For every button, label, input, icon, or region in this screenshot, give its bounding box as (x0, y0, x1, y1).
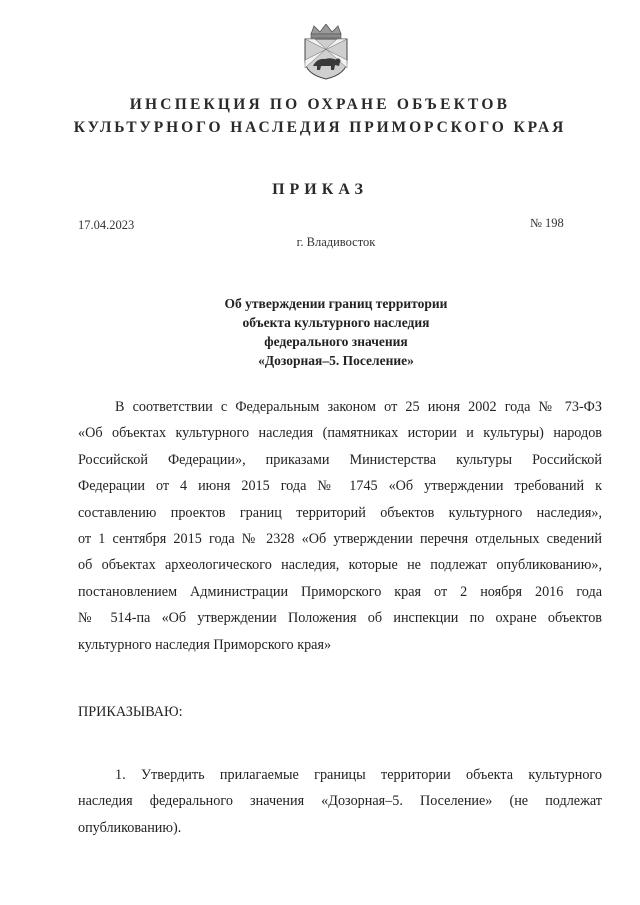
paragraph-line: Российской Федерации», приказами Министерства культуры Российской (78, 451, 602, 468)
header-line-2: КУЛЬТУРНОГО НАСЛЕДИЯ ПРИМОРСКОГО КРАЯ (73, 119, 567, 136)
order-word: ПРИКАЗЫВАЮ: (78, 704, 183, 720)
primorsky-krai-coat-of-arms-icon (301, 24, 351, 80)
document-city: г. Владивосток (296, 235, 376, 249)
paragraph-line: № 514-па «Об утверждении Положения об инспекции по охране объектов (78, 610, 602, 627)
preamble-paragraph (78, 394, 602, 658)
paragraph-line: от 1 сентября 2015 года № 2328 «Об утверждении перечня отдельных сведений (78, 530, 602, 547)
paragraph-line: Федерации от 4 июня 2015 года № 1745 «Об утверждении требований к (78, 478, 602, 495)
paragraph-line: об объектах археологического наследия, которые не подлежат опубликованию», (78, 557, 602, 574)
paragraph-line: наследия федерального значения «Дозорная–5. Поселение» (не подлежат (78, 793, 602, 810)
paragraph-line: «Об объектах культурного наследия (памятниках истории и культуры) народов (78, 425, 602, 442)
document-number: № 198 (530, 216, 564, 230)
paragraph-line: постановлением Администрации Приморского края от 2 ноября 2016 года (78, 583, 602, 600)
document-type: ПРИКАЗ (272, 181, 368, 198)
paragraph-line: культурного наследия Приморского края» (78, 636, 332, 653)
title-line: объекта культурного наследия (242, 315, 430, 330)
order-item-paragraph (78, 762, 602, 841)
title-line: «Дозорная–5. Поселение» (258, 353, 414, 368)
paragraph-line: 1. Утвердить прилагаемые границы территории объекта культурного (115, 767, 602, 783)
document-date: 17.04.2023 (78, 218, 135, 232)
title-line: Об утверждении границ территории (224, 296, 448, 311)
paragraph-line: опубликованию). (78, 819, 182, 836)
title-line: федерального значения (264, 334, 408, 349)
paragraph-line: В соответствии с Федеральным законом от 25 июня 2002 года № 73-ФЗ (115, 399, 602, 415)
header-line-1: ИНСПЕКЦИЯ ПО ОХРАНЕ ОБЪЕКТОВ (129, 96, 511, 113)
paragraph-line: составлению проектов границ территорий объектов культурного наследия», (78, 504, 602, 521)
document-title (0, 294, 640, 370)
